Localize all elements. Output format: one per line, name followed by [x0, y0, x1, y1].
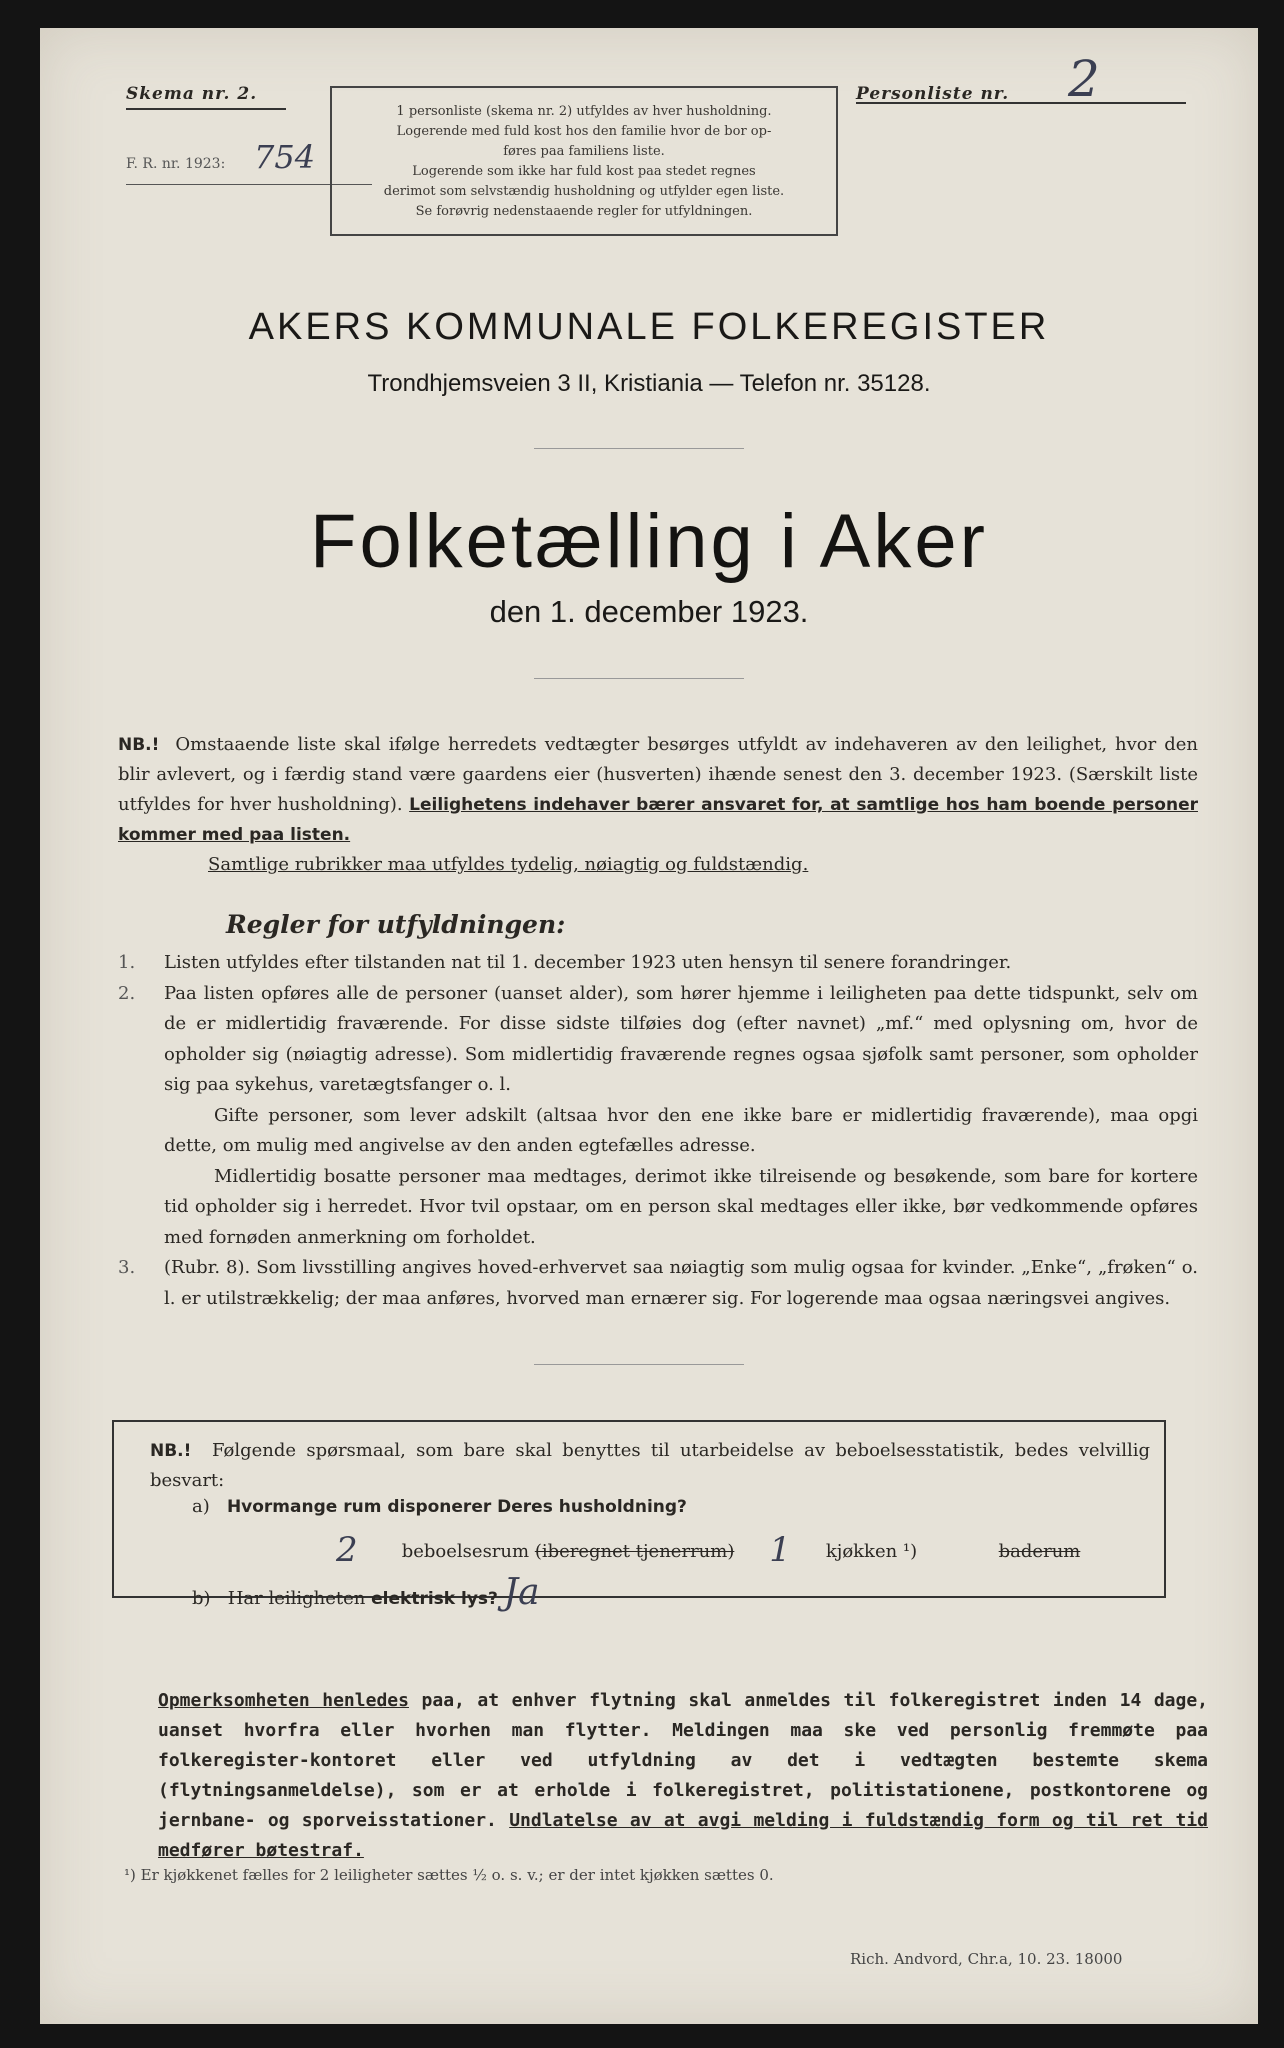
fr-label: F. R. nr. 1923:: [126, 156, 226, 172]
survey-intro-text: Følgende spørsmaal, som bare skal benyttes til utarbeidelse av beboelsesstatistik, bedes velvillig besvart:: [150, 1440, 1150, 1491]
census-date: den 1. december 1923.: [489, 594, 809, 629]
census-form: [40, 28, 1258, 2024]
instruction-line: 1 personliste (skema nr. 2) utfyldes av hver husholdning.: [396, 104, 772, 119]
moving-notice: [158, 1686, 1208, 1866]
question-b: [192, 1572, 540, 1613]
rooms-answer-row: [336, 1526, 1136, 1570]
instruction-line: Logerende som ikke har fuld kost paa stedet regnes: [412, 164, 756, 179]
kitchen-label: kjøkken ¹): [825, 1541, 918, 1562]
survey-intro: [150, 1436, 1150, 1496]
question-a: [192, 1496, 687, 1517]
rule-item: [118, 1162, 1198, 1254]
housing-survey-box: [112, 1420, 1166, 1613]
kitchen-value-handwritten: 1: [769, 1530, 791, 1570]
divider: [534, 678, 744, 679]
servant-rooms-struck: (iberegnet tjenerrum): [534, 1541, 735, 1562]
nb-label: NB.!: [118, 735, 160, 755]
notice-penalty: Undlatelse av at avgi melding i fuldstændig form og til ret tid medfører bøtestraf.: [158, 1810, 1208, 1861]
rule-item: [118, 1253, 1198, 1314]
instruction-line: derimot som selvstændig husholdning og utfylder egen liste.: [383, 184, 785, 199]
org-title: AKERS KOMMUNALE FOLKEREGISTER: [248, 306, 1050, 348]
divider: [534, 1364, 744, 1365]
question-a-text: Hvormange rum disponerer Deres husholdning?: [226, 1497, 687, 1517]
personliste-underline: [856, 102, 1186, 104]
personliste-value-handwritten: 2: [1068, 50, 1100, 108]
rule-text: Listen utfyldes efter tilstanden nat til 1. december 1923 uten hensyn til senere forandringer.: [164, 952, 1012, 973]
rule-text: Gifte personer, som lever adskilt (altsaa hvor den ene ikke bare er midlertidig fraværende), maa opgi dette, om mulig med angivelse av den anden egtefælles adresse.: [164, 1104, 1198, 1156]
rules-heading: Regler for utfyldningen:: [226, 910, 566, 939]
instruction-line: føres paa familiens liste.: [503, 144, 665, 159]
nb-text: Omstaaende liste skal ifølge herredets vedtægter besørges utfyldt av indehaveren av den leilighet, hvor den blir avlevert, og i færdig stand være gaardens eier (husverten) ihænde senest den 3. december 1923. (Særskilt liste utfyldes for hver husholdning).: [118, 734, 1198, 815]
org-address: Trondhjemsveien 3 II, Kristiania — Telefon nr. 35128.: [367, 370, 931, 397]
rule-text: Paa listen opføres alle de personer (uanset alder), som hører hjemme i leiligheten paa dette tidspunkt, selv om de er midlertidig fraværende. For disse sidste tilføies dog (efter navnet) „mf.“ med oplysning om, hvor de opholder sig (nøiagtig adresse). Som midlertidig fraværende regnes ogsaa sjøfolk samt personer, som opholder sig paa sykehus, varetægtsfanger o. l.: [164, 982, 1198, 1095]
nb-responsibility: Leilighetens indehaver bærer ansvaret for, at samtlige hos ham boende personer kommer med paa listen.: [118, 795, 1198, 845]
question-a-number: a): [192, 1496, 210, 1517]
personliste-label: Personliste nr.: [856, 84, 1010, 104]
rule-number: [118, 1101, 164, 1162]
notice-lead: Opmerksomheten henledes: [158, 1690, 409, 1711]
main-title: Folketælling i Aker: [310, 499, 988, 584]
printer-imprint: Rich. Andvord, Chr.a, 10. 23. 18000: [850, 1950, 1123, 1968]
rule-number: 1.: [118, 952, 136, 973]
footnote: ¹) Er kjøkkenet fælles for 2 leiligheter sættes ½ o. s. v.; er der intet kjøkken sættes 0.: [124, 1866, 774, 1884]
nb-rubrics: Samtlige rubrikker maa utfyldes tydelig, nøiagtig og fuldstændig.: [208, 854, 809, 875]
question-b-bold: elektrisk lys?: [371, 1589, 498, 1609]
rule-number: 3.: [118, 1257, 136, 1278]
skema-underline: [126, 108, 286, 110]
instruction-line: Logerende med fuld kost hos den familie hvor de bor op-: [396, 124, 772, 139]
rules-list: [118, 948, 1198, 1314]
divider: [534, 448, 744, 449]
fr-value-handwritten: 754: [254, 138, 316, 176]
nb-paragraph: [118, 730, 1198, 880]
notice-text: paa, at enhver flytning skal anmeldes til folkeregistret inden 14 dage, uanset hvorfra eller hvorhen man flytter. Meldingen maa ske ved personlig fremmøte paa folkeregister-kontoret eller ved utfyldning av det i vedtægten bestemte skema (flytningsanmeldelse), som er at erholde i folkeregistret, politistationene, postkontorene og jernbane- og sporveisstationer.: [158, 1690, 1209, 1831]
rooms-value-handwritten: 2: [336, 1530, 358, 1570]
rule-item: [118, 979, 1198, 1101]
rule-number: [118, 1162, 164, 1254]
instruction-line: Se forøvrig nedenstaaende regler for utfyldningen.: [415, 204, 753, 219]
skema-label: Skema nr. 2.: [126, 84, 258, 104]
instruction-box: [330, 86, 838, 236]
question-b-number: b): [192, 1588, 211, 1609]
rooms-label: beboelsesrum: [401, 1541, 530, 1562]
rule-item: [118, 948, 1198, 979]
rule-number: 2.: [118, 982, 136, 1004]
question-b-text: Har leiligheten: [227, 1588, 366, 1609]
survey-nb-label: NB.!: [150, 1441, 192, 1461]
bathroom-struck: baderum: [998, 1541, 1081, 1562]
rule-text: Midlertidig bosatte personer maa medtages, derimot ikke tilreisende og besøkende, som bare for kortere tid opholder sig i herredet. Hvor tvil opstaar, om en person skal medtages eller ikke, bør vedkommende opføres med fornøden anmerkning om forholdet.: [164, 1165, 1198, 1248]
rule-item: [118, 1101, 1198, 1162]
rule-text: (Rubr. 8). Som livsstilling angives hoved-erhvervet saa nøiagtig som mulig ogsaa for kvinder. „Enke“, „frøken“ o. l. er utilstrækkelig; der maa anføres, hvorved man ernærer sig. For logerende maa ogsaa næringsvei angives.: [164, 1257, 1198, 1309]
electric-light-answer-handwritten: Ja: [503, 1572, 540, 1613]
